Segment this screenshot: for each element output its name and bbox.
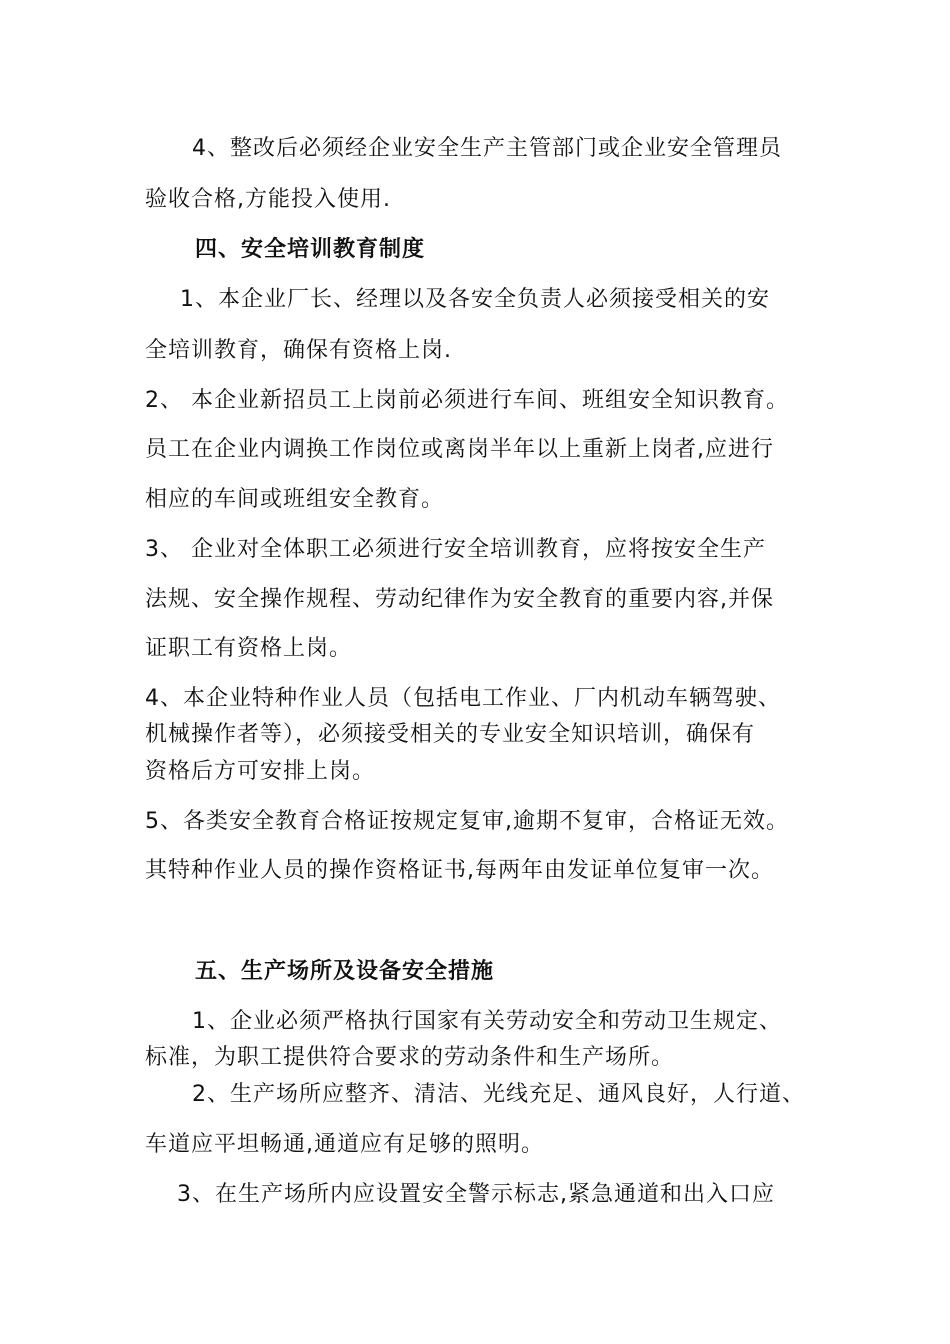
paragraph-line: 3、 企业对全体职工必须进行安全培训教育，应将按安全生产 xyxy=(145,537,766,562)
paragraph-line: 2、生产场所应整齐、清洁、光线充足、通风良好，人行道、 xyxy=(192,1082,805,1107)
section-heading: 四、安全培训教育制度 xyxy=(195,237,426,262)
paragraph-line: 1、企业必须严格执行国家有关劳动安全和劳动卫生规定、 xyxy=(192,1009,782,1034)
section-heading: 五、生产场所及设备安全措施 xyxy=(195,959,495,984)
paragraph-line: 资格后方可安排上岗。 xyxy=(145,759,376,784)
paragraph-line: 验收合格,方能投入使用. xyxy=(145,187,391,212)
paragraph-line: 员工在企业内调换工作岗位或离岗半年以上重新上岗者,应进行 xyxy=(145,437,774,462)
paragraph-line: 4、本企业特种作业人员（包括电工作业、厂内机动车辆驾驶、 xyxy=(145,686,781,711)
paragraph-line: 3、在生产场所内应设置安全警示标志,紧急通道和出入口应 xyxy=(177,1182,775,1207)
paragraph-line: 证职工有资格上岗。 xyxy=(145,636,353,661)
paragraph-line: 4、整改后必须经企业安全生产主管部门或企业安全管理员 xyxy=(192,136,782,161)
paragraph-line: 相应的车间或班组安全教育。 xyxy=(145,487,445,512)
paragraph-line: 全培训教育，确保有资格上岗. xyxy=(145,338,452,363)
paragraph-line: 机械操作者等），必须接受相关的专业安全知识培训，确保有 xyxy=(145,722,756,747)
paragraph-line: 其特种作业人员的操作资格证书,每两年由发证单位复审一次。 xyxy=(145,858,774,883)
paragraph-line: 法规、安全操作规程、劳动纪律作为安全教育的重要内容,并保 xyxy=(145,587,774,612)
paragraph-line: 标准，为职工提供符合要求的劳动条件和生产场所。 xyxy=(145,1045,675,1070)
paragraph-line: 1、本企业厂长、经理以及各安全负责人必须接受相关的安 xyxy=(180,287,770,312)
paragraph-line: 车道应平坦畅通,通道应有足够的照明。 xyxy=(145,1132,544,1157)
paragraph-line: 2、 本企业新招员工上岗前必须进行车间、班组安全知识教育。 xyxy=(145,388,789,413)
paragraph-line: 5、各类安全教育合格证按规定复审,逾期不复审，合格证无效。 xyxy=(145,809,789,834)
